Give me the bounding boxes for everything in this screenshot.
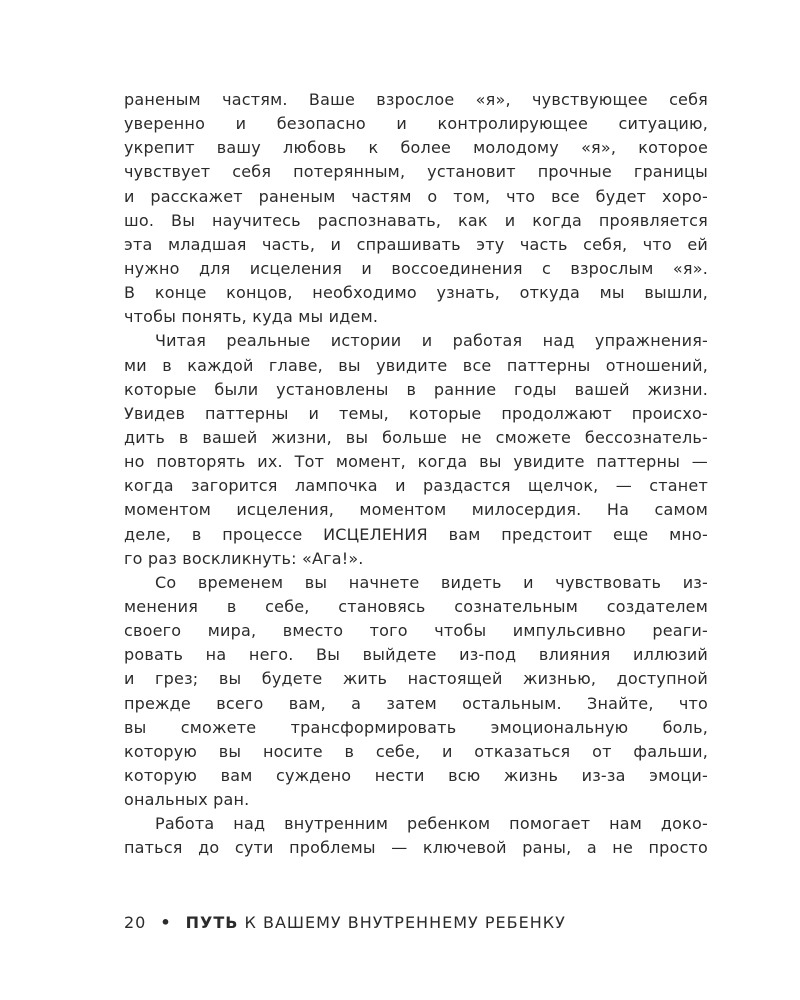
text-line: которую вы носите в себе, и отказаться от фальши, xyxy=(124,741,708,761)
text-line: Со временем вы начнете видеть и чувствовать из- xyxy=(155,572,708,592)
running-title: К ВАШЕМУ ВНУТРЕННЕМУ РЕБЕНКУ xyxy=(244,913,566,932)
text-line: шо. Вы научитесь распознавать, как и когда проявляется xyxy=(124,210,708,230)
text-line: вы сможете трансформировать эмоциональную боль, xyxy=(124,717,708,737)
page-number: 20 xyxy=(124,913,147,932)
text-line: го раз воскликнуть: «Ага!». xyxy=(124,548,364,568)
text-line: которые были установлены в ранние годы вашей жизни. xyxy=(124,379,708,399)
text-line: и расскажет раненым частям о том, что все будет хоро- xyxy=(124,186,708,206)
page-footer xyxy=(124,910,566,936)
text-line: менения в себе, становясь сознательным создателем xyxy=(124,596,708,616)
text-line: чтобы понять, куда мы идем. xyxy=(124,307,379,327)
text-line: Увидев паттерны и темы, которые продолжают происхо- xyxy=(124,403,708,423)
text-line: эта младшая часть, и спрашивать эту часть себя, что ей xyxy=(124,234,708,254)
text-line: чувствует себя потерянным, установит прочные границы xyxy=(124,162,708,182)
text-line: деле, в процессе ИСЦЕЛЕНИЯ вам предстоит еще мно- xyxy=(124,524,708,544)
text-line: дить в вашей жизни, вы больше не сможете бессознатель- xyxy=(124,427,708,447)
running-title-bold: ПУТЬ xyxy=(185,913,239,932)
bullet-separator: • xyxy=(160,913,172,932)
text-line: ми в каждой главе, вы увидите все паттерны отношений, xyxy=(124,355,708,375)
text-line: когда загорится лампочка и раздастся щелчок, — станет xyxy=(124,476,708,496)
text-line: ональных ран. xyxy=(124,790,250,810)
text-line: ровать на него. Вы выйдете из-под влияния иллюзий xyxy=(124,645,708,665)
text-line: раненым частям. Ваше взрослое «я», чувствующее себя xyxy=(124,90,708,109)
text-line: и грез; вы будете жить настоящей жизнью, доступной xyxy=(124,669,708,689)
text-line: укрепит вашу любовь к более молодому «я», которое xyxy=(124,138,708,158)
text-line: Работа над внутренним ребенком помогает нам доко- xyxy=(155,814,708,834)
text-line: уверенно и безопасно и контролирующее ситуацию, xyxy=(124,114,708,134)
text-line: но повторять их. Тот момент, когда вы увидите паттерны — xyxy=(124,452,708,472)
text-line: нужно для исцеления и воссоединения с взрослым «я». xyxy=(124,258,708,278)
body-text xyxy=(124,88,708,861)
text-line: паться до сути проблемы — ключевой раны, а не просто xyxy=(124,838,708,858)
text-line: моментом исцеления, моментом милосердия. На самом xyxy=(124,500,708,520)
text-line: своего мира, вместо того чтобы импульсивно реаги- xyxy=(124,621,708,641)
text-line: прежде всего вам, а затем остальным. Знайте, что xyxy=(124,693,708,713)
text-line: которую вам суждено нести всю жизнь из-за эмоци- xyxy=(124,765,708,785)
text-line: Читая реальные истории и работая над упражнения- xyxy=(155,331,708,351)
text-line: В конце концов, необходимо узнать, откуда мы вышли, xyxy=(124,283,708,303)
